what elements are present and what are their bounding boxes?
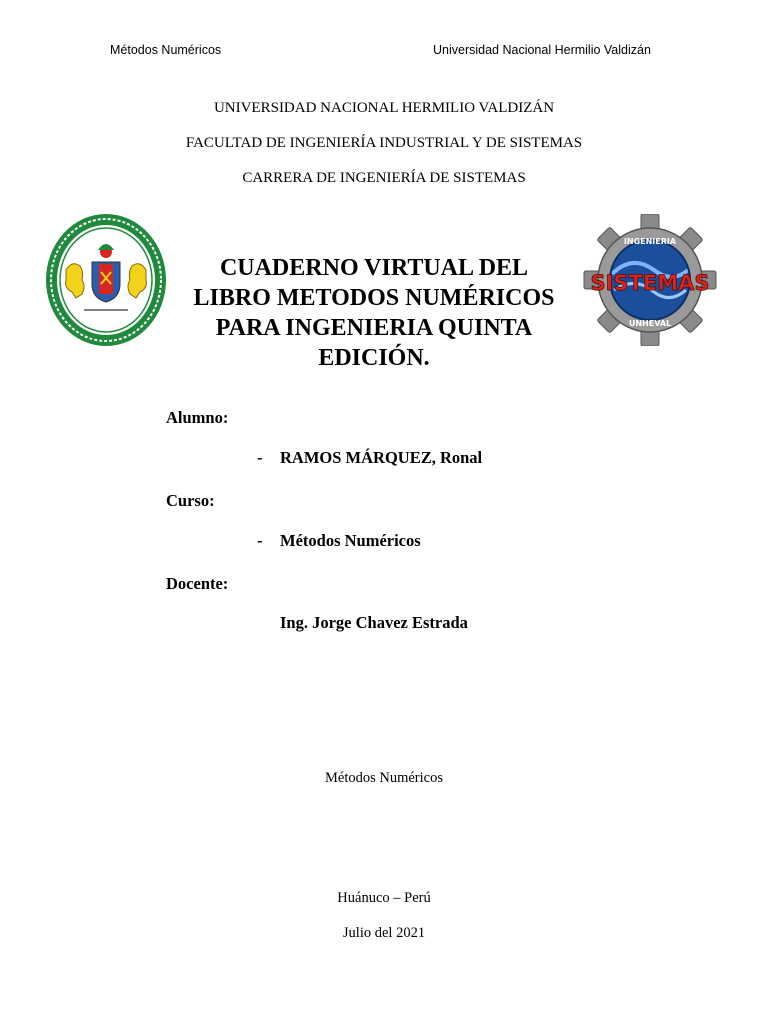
title-line-3: PARA INGENIERIA QUINTA <box>215 315 533 341</box>
student-dash: - <box>257 448 263 467</box>
footer-subject: Métodos Numéricos <box>325 770 443 786</box>
teacher-name: Ing. Jorge Chavez Estrada <box>280 613 468 632</box>
seal-icon <box>44 212 168 348</box>
student-label: Alumno: <box>166 408 229 427</box>
title-line-2: LIBRO METODOS NUMÉRICOS <box>193 285 555 311</box>
gear-icon <box>578 214 722 346</box>
footer-place: Huánuco – Perú <box>337 890 431 906</box>
faculty-name: FACULTAD DE INGENIERÍA INDUSTRIAL Y DE SISTEMAS <box>185 135 583 151</box>
course-dash: - <box>257 531 263 550</box>
document-title <box>174 253 574 373</box>
logo-sistemas-text: SISTEMAS <box>590 271 710 295</box>
teacher-label: Docente: <box>166 574 229 593</box>
logo-ring-bottom-text: UNHEVAL <box>628 319 672 328</box>
student-name: RAMOS MÁRQUEZ, Ronal <box>280 448 483 467</box>
running-header-left: Métodos Numéricos <box>110 43 222 57</box>
university-seal-logo <box>44 212 168 348</box>
sistemas-logo <box>578 214 722 346</box>
course-name: Métodos Numéricos <box>280 531 421 550</box>
career-name: CARRERA DE INGENIERÍA DE SISTEMAS <box>242 170 526 186</box>
running-header-right: Universidad Nacional Hermilio Valdizán <box>433 43 651 57</box>
logo-ring-top-text: INGENIERIA <box>623 237 677 246</box>
title-line-1: CUADERNO VIRTUAL DEL <box>219 255 529 281</box>
course-label: Curso: <box>166 491 215 510</box>
university-name: UNIVERSIDAD NACIONAL HERMILIO VALDIZÁN <box>213 100 555 116</box>
footer-date: Julio del 2021 <box>342 925 426 941</box>
title-line-4: EDICIÓN. <box>318 345 430 371</box>
